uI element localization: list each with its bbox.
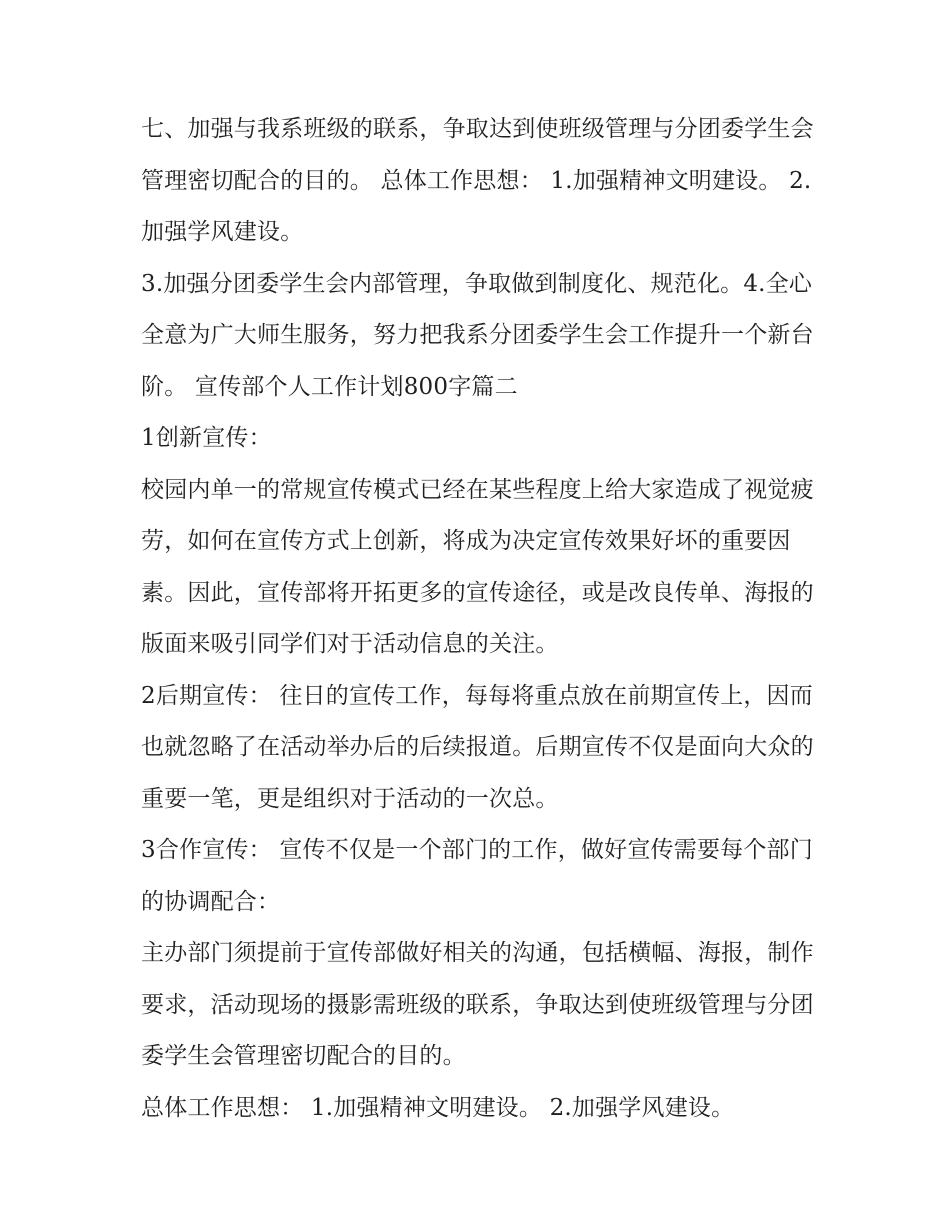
paragraph-5: 2后期宣传： 往日的宣传工作，每每将重点放在前期宣传上，因而也就忽略了在活动举办后的后续报道。后期宣传不仅是面向大众的重要一笔，更是组织对于活动的一次总。: [141, 682, 814, 812]
paragraph-1: 七、加强与我系班级的联系，争取达到使班级管理与分团委学生会管理密切配合的目的。 总体工作思想： 1.加强精神文明建设。 2.加强学风建设。: [141, 116, 814, 245]
paragraph-2: 3.加强分团委学生会内部管理，争取做到制度化、规范化。4.全心全意为广大师生服务，努力把我系分团委学生会工作提升一个新台阶。 宣传部个人工作计划800字篇二: [141, 270, 814, 400]
paragraph-7: 主办部门须提前于宣传部做好相关的沟通，包括横幅、海报，制作要求，活动现场的摄影需班级的联系，争取达到使班级管理与分团委学生会管理密切配合的目的。: [141, 940, 814, 1069]
paragraph-6: 3合作宣传： 宣传不仅是一个部门的工作，做好宣传需要每个部门的协调配合：: [141, 837, 813, 915]
paragraph-3: 1创新宣传：: [141, 425, 272, 451]
paragraph-8: 总体工作思想： 1.加强精神文明建设。 2.加强学风建设。: [141, 1094, 735, 1121]
paragraph-4: 校园内单一的常规宣传模式已经在某些程度上给大家造成了视觉疲劳，如何在宣传方式上创新，将成为决定宣传效果好坏的重要因素。因此，宣传部将开拓更多的宣传途径，或是改良传单、海报的版面来吸引同学们对于活动信息的关注。: [141, 476, 814, 657]
document-body: [141, 104, 821, 1134]
